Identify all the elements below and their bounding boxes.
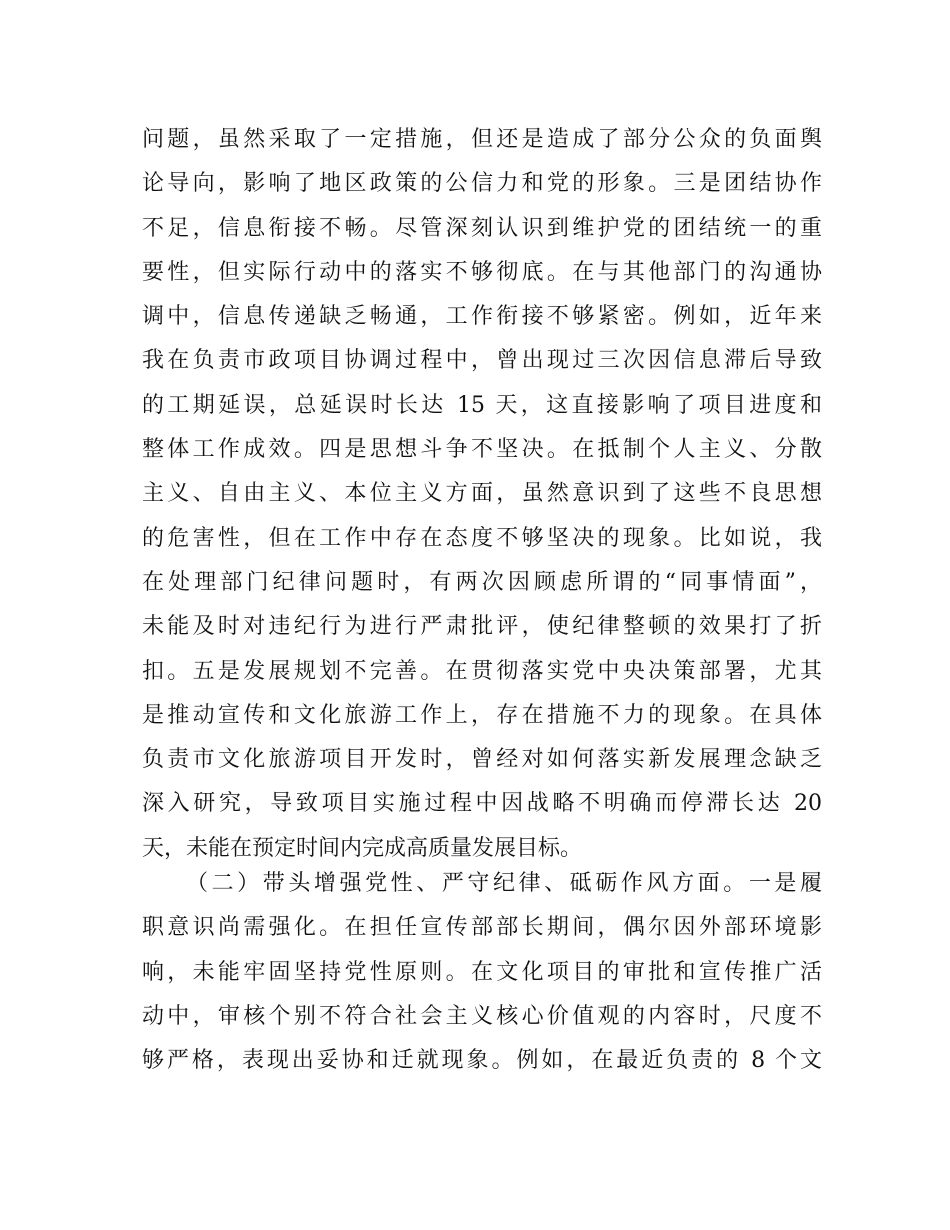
paragraph-1: [142, 118, 822, 871]
text-line: （二）带头增强党性、严守纪律、砥砺作风方面。一是履: [186, 871, 822, 896]
text-line: 整体工作成效。四是思想斗争不坚决。在抵制个人主义、分散: [142, 437, 822, 463]
text-line: 我在负责市政项目协调过程中，曾出现过三次因信息滞后导致: [142, 348, 822, 374]
text-line: 天，未能在预定时间内完成高质量发展目标。: [142, 835, 583, 861]
text-line: 未能及时对违纪行为进行严肃批评，使纪律整顿的效果打了折: [142, 614, 822, 640]
text-line: 够严格，表现出妥协和迁就现象。例如，在最近负责的 8 个文: [142, 1048, 822, 1074]
text-line: 响，未能牢固坚持党性原则。在文化项目的审批和宣传推广活: [142, 959, 822, 985]
text-line: 调中，信息传递缺乏畅通，工作衔接不够紧密。例如，近年来: [142, 304, 822, 330]
text-line: 主义、自由主义、本位主义方面，虽然意识到了这些不良思想: [142, 481, 822, 507]
paragraph-2: [142, 862, 822, 1083]
text-line: 动中，审核个别不符合社会主义核心价值观的内容时，尺度不: [142, 1003, 822, 1029]
text-line: 的工期延误，总延误时长达 15 天，这直接影响了项目进度和: [142, 392, 822, 418]
text-line: 深入研究，导致项目实施过程中因战略不明确而停滞长达 20: [142, 791, 822, 817]
text-line: 要性，但实际行动中的落实不够彻底。在与其他部门的沟通协: [142, 259, 822, 285]
text-line: 不足，信息衔接不畅。尽管深刻认识到维护党的团结统一的重: [142, 215, 822, 241]
text-line: 职意识尚需强化。在担任宣传部部长期间，偶尔因外部环境影: [142, 915, 822, 941]
text-line: 扣。五是发展规划不完善。在贯彻落实党中央决策部署，尤其: [142, 658, 822, 684]
text-line: 在处理部门纪律问题时，有两次因顾虑所谓的“同事情面”，: [142, 569, 822, 595]
text-line: 是推动宣传和文化旅游工作上，存在措施不力的现象。在具体: [142, 702, 822, 728]
text-line: 的危害性，但在工作中存在态度不够坚决的现象。比如说，我: [142, 525, 822, 551]
text-line: 负责市文化旅游项目开发时，曾经对如何落实新发展理念缺乏: [142, 747, 822, 773]
text-line: 问题，虽然采取了一定措施，但还是造成了部分公众的负面舆: [142, 127, 822, 152]
text-line: 论导向，影响了地区政策的公信力和党的形象。三是团结协作: [142, 171, 822, 197]
